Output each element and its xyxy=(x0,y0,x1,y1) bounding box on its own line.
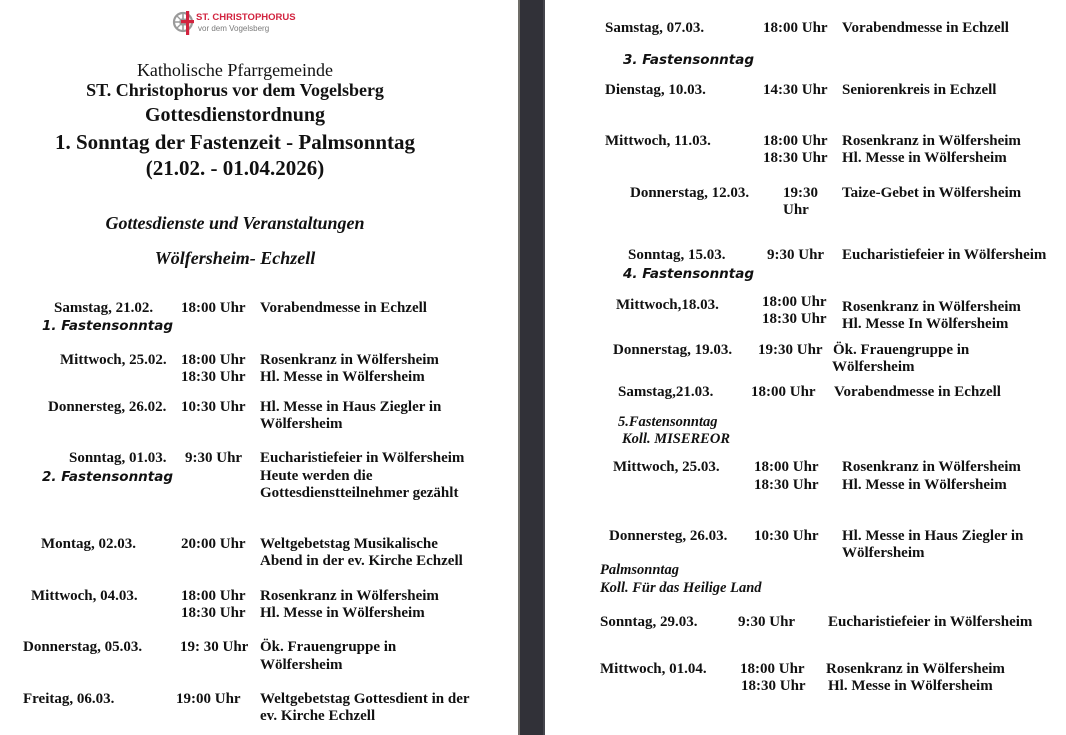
event-description: Eucharistiefeier in Wölfersheim xyxy=(828,614,1033,630)
event-description: Hl. Messe in Wölfersheim xyxy=(828,678,993,694)
event-description: Rosenkranz in Wölfersheim xyxy=(826,661,1005,677)
liturgical-note: 2. Fastensonntag xyxy=(42,469,174,485)
event-description: Wölfersheim xyxy=(832,359,915,375)
event-description: Hl. Messe in Wölfersheim xyxy=(842,477,1007,493)
event-day: Freitag, 06.03. xyxy=(23,691,115,707)
event-day: Sonntag, 29.03. xyxy=(600,614,698,630)
parish-logo xyxy=(172,8,302,40)
event-time: 18:30 Uhr xyxy=(741,678,806,694)
event-day: Donnerstag, 19.03. xyxy=(613,342,733,358)
event-day: Mittwoch, 25.02. xyxy=(60,352,167,368)
event-description: Gottesdienstteilnehmer gezählt xyxy=(260,485,459,501)
event-time: 18:00 Uhr xyxy=(762,294,827,310)
document-title: Gottesdienstordnung xyxy=(144,104,326,126)
event-description: Wölfersheim xyxy=(842,545,925,561)
liturgical-note: 4. Fastensonntag xyxy=(623,266,755,282)
event-description: Hl. Messe in Wölfersheim xyxy=(842,150,1007,166)
event-time: 18:00 Uhr xyxy=(181,300,246,316)
event-time: 18:30 Uhr xyxy=(754,477,819,493)
event-time: 18:00 Uhr xyxy=(754,459,819,475)
event-time: 20:00 Uhr xyxy=(181,536,246,552)
event-time: 18:30 Uhr xyxy=(762,311,827,327)
event-description: Rosenkranz in Wölfersheim xyxy=(260,352,439,368)
event-day: Mittwoch, 04.03. xyxy=(31,588,138,604)
event-day: Donnersteg, 26.03. xyxy=(609,528,728,544)
event-time: 19:30 Uhr xyxy=(758,342,823,358)
event-time: 18:00 Uhr xyxy=(763,133,828,149)
event-time: 10:30 Uhr xyxy=(754,528,819,544)
event-description: Rosenkranz in Wölfersheim xyxy=(842,299,1021,315)
event-time: 18:00 Uhr xyxy=(181,588,246,604)
event-day: Donnersteg, 26.02. xyxy=(48,399,167,415)
event-description: Taize-Gebet in Wölfersheim xyxy=(842,185,1022,201)
event-description: Seniorenkreis in Echzell xyxy=(842,82,997,98)
event-time: 18:30 Uhr xyxy=(181,369,246,385)
event-description: Wölfersheim xyxy=(260,657,343,673)
event-day: Mittwoch,18.03. xyxy=(616,297,719,313)
event-day: Donnerstag, 05.03. xyxy=(23,639,143,655)
event-time: 18:00 Uhr xyxy=(751,384,816,400)
event-description: Hl. Messe in Haus Ziegler in xyxy=(842,528,1024,544)
event-description: Vorabendmesse in Echzell xyxy=(834,384,1001,400)
event-day: Dienstag, 10.03. xyxy=(605,82,706,98)
event-day: Mittwoch, 25.03. xyxy=(613,459,720,475)
document-page-left xyxy=(0,0,518,735)
event-description: Ök. Frauengruppe in xyxy=(260,639,397,655)
event-description: Weltgebetstag Musikalische xyxy=(260,536,438,552)
page-gutter xyxy=(518,0,545,735)
period-title: 1. Sonntag der Fastenzeit - Palmsonntag xyxy=(54,130,416,154)
event-description: Vorabendmesse in Echzell xyxy=(260,300,427,316)
date-range: (21.02. - 01.04.2026) xyxy=(145,156,325,180)
event-time: Uhr xyxy=(783,202,809,218)
event-day: Sonntag, 01.03. xyxy=(69,450,167,466)
event-time: 18:00 Uhr xyxy=(181,352,246,368)
event-description: Wölfersheim xyxy=(260,416,343,432)
event-description: Heute werden die xyxy=(260,468,373,484)
event-description: Hl. Messe In Wölfersheim xyxy=(842,316,1009,332)
logo-tagline: vor dem Vogelsberg xyxy=(198,24,270,33)
event-time: 18:30 Uhr xyxy=(763,150,828,166)
event-time: 18:00 Uhr xyxy=(740,661,805,677)
event-time: 9:30 Uhr xyxy=(185,450,243,466)
event-day: Mittwoch, 01.04. xyxy=(600,661,707,677)
liturgical-note: 5.Fastensonntag xyxy=(618,414,718,430)
event-time: 9:30 Uhr xyxy=(738,614,796,630)
event-description: Eucharistiefeier in Wölfersheim xyxy=(260,450,465,466)
event-time: 19: 30 Uhr xyxy=(180,639,249,655)
event-description: ev. Kirche Echzell xyxy=(260,708,376,724)
event-description: Hl. Messe in Haus Ziegler in xyxy=(260,399,442,415)
parish-type: Katholische Pfarrgemeinde xyxy=(136,60,334,80)
event-description: Rosenkranz in Wölfersheim xyxy=(260,588,439,604)
event-description: Vorabendmesse in Echzell xyxy=(842,20,1009,36)
event-time: 10:30 Uhr xyxy=(181,399,246,415)
event-time: 18:30 Uhr xyxy=(181,605,246,621)
collection-note: Koll. Für das Heilige Land xyxy=(600,580,762,596)
event-time: 9:30 Uhr xyxy=(767,247,825,263)
event-day: Samstag, 07.03. xyxy=(605,20,705,36)
event-day: Donnerstag, 12.03. xyxy=(630,185,750,201)
event-description: Eucharistiefeier in Wölfersheim xyxy=(842,247,1047,263)
section-heading: Gottesdienste und Veranstaltungen xyxy=(105,213,365,233)
event-time: 19:30 xyxy=(783,185,818,201)
event-description: Ök. Frauengruppe in xyxy=(833,342,970,358)
event-description: Hl. Messe in Wölfersheim xyxy=(260,605,425,621)
event-description: Weltgebetstag Gottesdient in der xyxy=(260,691,470,707)
event-day: Sonntag, 15.03. xyxy=(628,247,726,263)
event-day: Samstag, 21.02. xyxy=(54,300,154,316)
event-time: 18:00 Uhr xyxy=(763,20,828,36)
event-day: Samstag,21.03. xyxy=(618,384,714,400)
event-time: 19:00 Uhr xyxy=(176,691,241,707)
parish-name: ST. Christophorus vor dem Vogelsberg xyxy=(86,80,384,100)
event-day: Montag, 02.03. xyxy=(41,536,136,552)
collection-note: Koll. MISEREOR xyxy=(622,431,730,447)
event-description: Rosenkranz in Wölfersheim xyxy=(842,133,1021,149)
event-time: 14:30 Uhr xyxy=(763,82,828,98)
logo-name: ST. CHRISTOPHORUS xyxy=(196,12,296,23)
liturgical-note: 1. Fastensonntag xyxy=(42,318,174,334)
liturgical-note: Palmsonntag xyxy=(600,562,679,578)
liturgical-note: 3. Fastensonntag xyxy=(623,52,755,68)
event-description: Abend in der ev. Kirche Echzell xyxy=(260,553,463,569)
cross-wheel-logo-icon xyxy=(172,10,196,36)
event-day: Mittwoch, 11.03. xyxy=(605,133,711,149)
event-description: Hl. Messe in Wölfersheim xyxy=(260,369,425,385)
section-location: Wölfersheim- Echzell xyxy=(154,248,316,268)
event-description: Rosenkranz in Wölfersheim xyxy=(842,459,1021,475)
document-page-right xyxy=(545,0,1066,735)
